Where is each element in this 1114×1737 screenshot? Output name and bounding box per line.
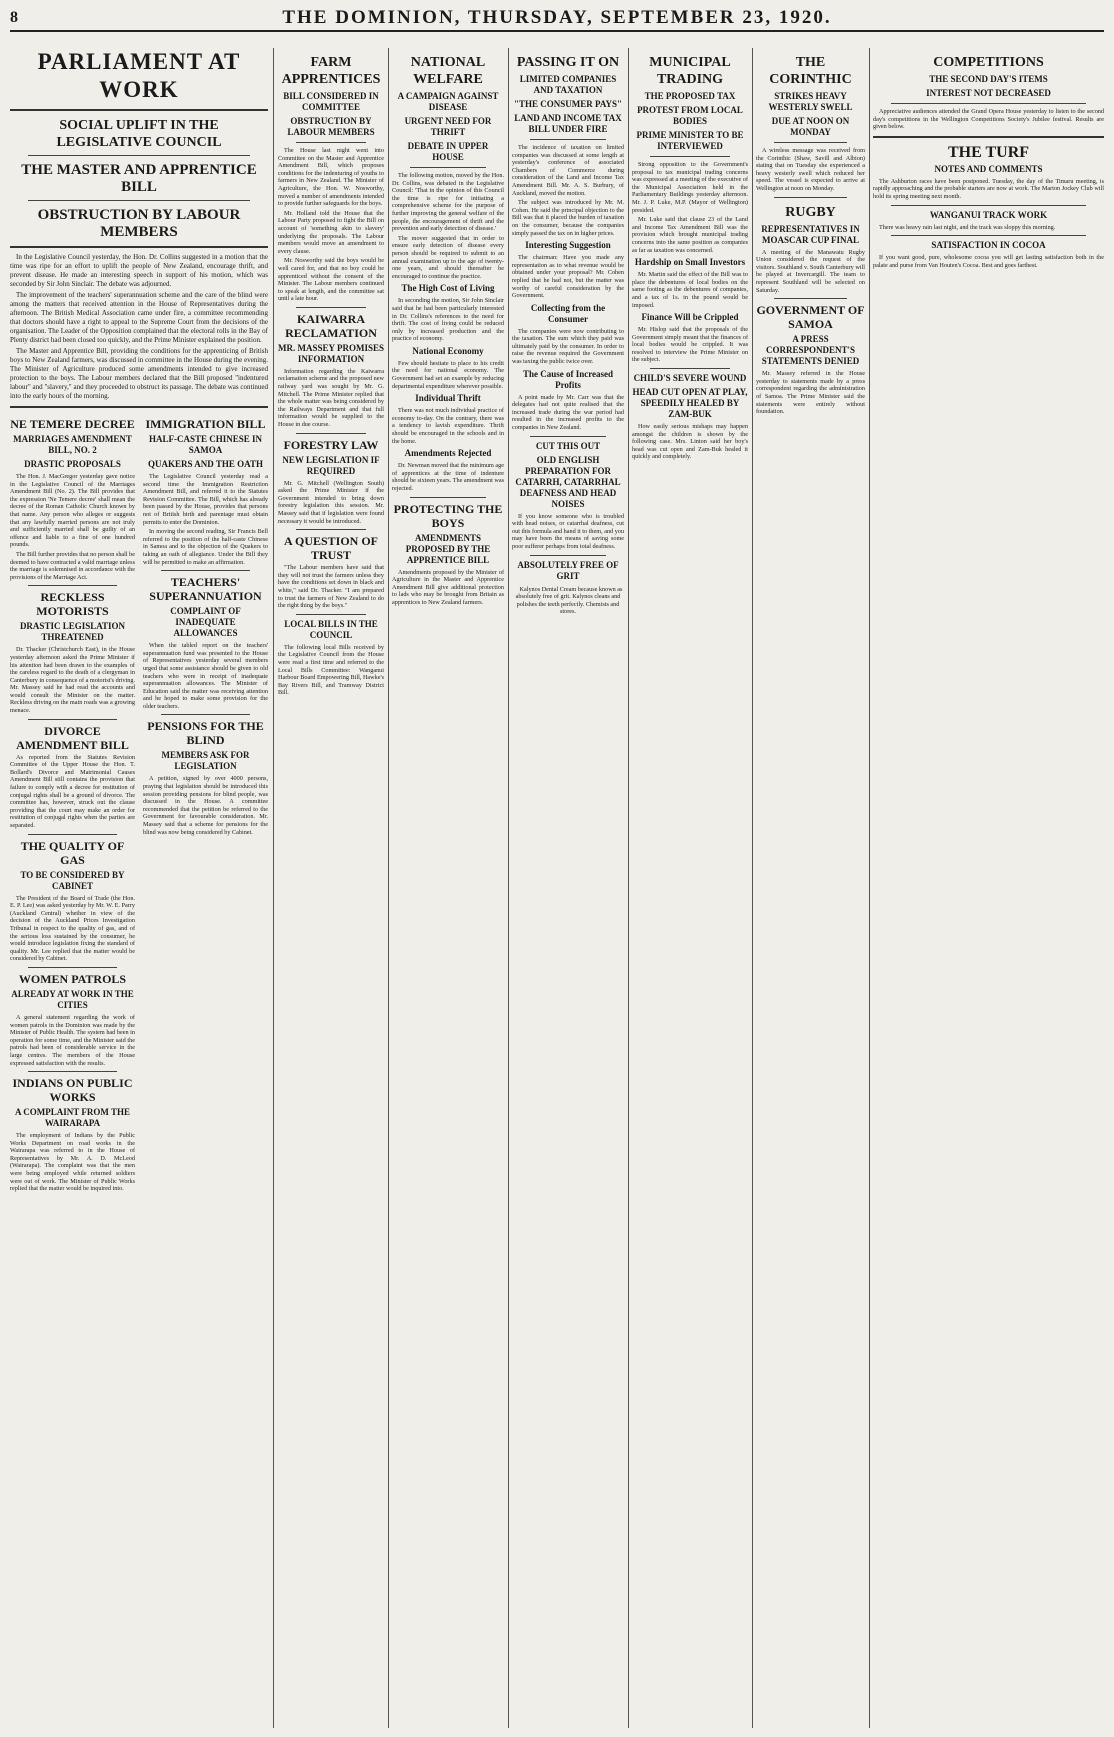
heading-passing-it-on: PASSING IT ON [516,55,620,70]
subhead-master-apprentice: THE MASTER AND APPRENTICE BILL [21,162,257,195]
subhead-social-uplift: SOCIAL UPLIFT IN THE LEGISLATIVE COUNCIL [56,118,222,150]
municipal-trading-column: MUNICIPAL TRADING THE PROPOSED TAX PROTEST FROM LOCAL BODIES PRIME MINISTER TO BE INTERVIEWED Strong opposition to the Government's proposal to tax municipal trading concerns was expressed at a meeting of the executive of the Municipal Association held in the Parliamentary Buildings yesterday afternoon. Mr. J. P. Luke, M.P. (Mayor of Wellington) presided. Mr. Luke said that clause 23 of the Land and Income Tax Amendment Bill was the provision which brought municipal trading concerns into the same position as companies as far as taxation was concerned. Hardship on Small Investors Mr. Martin said the effect of the Bill was to place the debentures of local bodies on the same footing as the debentures of companies, and a tax of 1s. in the pound would be imposed. Finance Will be Crippled Mr. Hislop said that the proposals of the Government simply meant that the finances of local bodies would be crippled. It was resolved to interview the Prime Minister on the subject. CHILD'S SEVERE WOUND HEAD CUT OPEN AT PLAY, SPEEDILY HEALED BY ZAM-BUK How easily serious mishaps may happen amongst the children is shown by the following case. Mrs. Linton said her boy's head was cut open and Zam-Buk healed it quickly and completely. [632,55,748,461]
heading-divorce: DIVORCE AMENDMENT BILL [16,723,129,752]
heading-national-welfare: NATIONAL WELFARE [410,55,486,87]
heading-municipal-trading: MUNICIPAL TRADING [649,55,731,87]
column-rule [273,48,274,1728]
heading-protecting-boys: PROTECTING THE BOYS [393,501,503,530]
col1-left-subcolumn: NE TEMERE DECREE MARRIAGES AMENDMENT BILL, NO. 2 DRASTIC PROPOSALS The Hon. J. MacGregor yesterday gave notice in the Legislative Council of the Marriages Amendment Bill (No. 2). The Bill provides that the expression 'Ne Temere decree' shall mean the decree of the Roman Catholic Church known by that name. Any person who alleges or suggests that any lawfully married persons are not truly and sufficiently married shall be guilty of an offence and liable to a fine of one hundred pounds. The Bill further provides that no person shall be deemed to have contracted a valid marriage unless the marriage is solemnised in accordance with the provisions of the Marriage Act. RECKLESS MOTORISTS DRASTIC LEGISLATION THREATENED Dr. Thacker (Christchurch East), in the House yesterday afternoon asked the Prime Minister if his attention had been drawn to the examples of the careless regard to the death of a clergyman in Canterbury in consequence of a motorist's driving. Mr. Massey said he had read the accounts and would consult the Minister on the matter. Reckless driving on the main roads was a growing menace. DIVORCE AMENDMENT BILL As reported from the Statutes Revision Committee of the Upper House the Hon. T. Bollard's Divorce and Matrimonial Causes Amendment Bill still contains the provision that failure to comply with a decree for restitution of conjugal rights shall be a ground of divorce. The committee has, however, struck out the clause providing that the court may make an order for restitution of conjugal rights when the parties are separated. THE QUALITY OF GAS TO BE CONSIDERED BY CABINET The President of the Board of Trade (the Hon. E. P. Lee) was asked yesterday by Mr. W. E. Parry (Auckland Central) whether in view of the decision of the Auckland Prices Investigation Tribunal in respect to the quality of gas, and of the serious loss sustained by the consumer, he would introduce legislation fixing the standard of quality. Mr. Lee replied that the matter would be considered by Cabinet. WOMEN PATROLS ALREADY AT WORK IN THE CITIES A general statement regarding the work of women patrols in the Dominion was made by the Minister of Public Health. The system had been in operation for some time, and the Minister said the patrols had been of considerable service in the large centres. The members of the House expressed satisfaction with the results. INDIANS ON PUBLIC WORKS A COMPLAINT FROM THE WAIRARAPA The employment of Indians by the Public Works Department on road works in the Wairarapa was referred to in the House of Representatives by Mr. A. D. McLeod (Wairarapa). The complaint was that the men were being employed while returned soldiers were out of work. The Minister of Public Works replied that the matter would be inquired into. [10,417,135,1193]
heading-government-samoa: GOVERNMENT OF SAMOA [756,303,865,332]
heading-rugby: RUGBY [785,204,836,220]
heading-competitions: COMPETITIONS [933,55,1044,70]
heading-reckless-motorists: RECKLESS MOTORISTS [36,590,109,619]
column-rule [628,48,629,1728]
subhead-obstruction: OBSTRUCTION BY LABOUR MEMBERS [37,207,241,240]
masthead [10,6,1104,32]
national-welfare-column: NATIONAL WELFARE A CAMPAIGN AGAINST DISEASE URGENT NEED FOR THRIFT DEBATE IN UPPER HOUSE The following motion, moved by the Hon. Dr. Collins, was debated in the Legislative Council: 'That in the opinion of this Council the time is ripe for initiating a comprehensive scheme for the purpose of further improving the general welfare of the people, the encouragement of thrift and the prevention and early detection of disease.' The mover suggested that in order to ensure early detection of disease every person should be required to submit to an annual examination up to the age of twenty-one years, and should thereafter be encouraged to continue the practice. The High Cost of Living In seconding the motion, Sir John Sinclair said that he had been particularly interested in Dr. Collins's references to the need for thrift. The cost of living could be reduced only by increased production and the practice of economy. National Economy Few should hesitate to place to his credit the need for national economy. The Government had set an example by reducing departmental expenditure wherever possible. Individual Thrift There was not much individual practice of economy to-day. On the contrary, there was a tendency to lavish expenditure. Thrift should be encouraged in the schools and in the home. Amendments Rejected Dr. Newman moved that the minimum age of apprentices at the time of indenture should be sixteen years. The amendment was rejected. PROTECTING THE BOYS AMENDMENTS PROPOSED BY THE APPRENTICE BILL Amendments proposed by the Minister of Agriculture in the Master and Apprentice Amendment Bill give additional protection to lads who may be brought from Britain as apprentices to New Zealand farmers. [392,55,504,606]
heading-kaiwarra: KAIWARRA RECLAMATION [285,311,377,340]
passing-it-on-column: PASSING IT ON LIMITED COMPANIES AND TAXATION "THE CONSUMER PAYS" LAND AND INCOME TAX BILL UNDER FIRE The incidence of taxation on limited companies was discussed at some length at yesterday's conference of associated Chambers of Commerce during consideration of the Land and Income Tax Amendment Bill. Mr. A. S. Burbury, of Auckland, moved the motion. The subject was introduced by Mr. M. Cohen. He said the principal objection to the Bill was that it placed the burden of taxation on the consumer, because the companies simply passed the tax on in higher prices. Interesting Suggestion The chairman: Have you made any representation as to what revenue would be obtained under your proposal? Mr. Cohen replied that he had not, but the matter was worthy of careful consideration by the Government. Collecting from the Consumer The companies were now contributing to the taxation. The sum which they paid was ultimately paid by the consumer. In order to raise the revenue required the Government was taxing the public twice over. The Cause of Increased Profits A point made by Mr. Carr was that the delegates had not quite realised that the increased trade during the war period had resulted in the increased profits to the companies in New Zealand. CUT THIS OUT OLD ENGLISH PREPARATION FOR CATARRH, CATARRHAL DEAFNESS AND HEAD NOISES If you know someone who is troubled with head noises, or catarrhal deafness, cut out this formula and hand it to them, and you may have been the means of saving some poor sufferer perhaps from total deafness. ABSOLUTELY FREE OF GRIT Kalynos Dental Cream because known as absolutely free of grit. Kalynos cleans and polishes the teeth perfectly. Chemists and stores. [512,55,624,616]
heading-pensions-blind: PENSIONS FOR THE BLIND [147,719,264,748]
heading-women-patrols: WOMEN PATROLS [18,971,127,986]
heading-wanganui-track: WANGANUI TRACK WORK [929,209,1048,220]
headline-parliament: PARLIAMENT AT WORK [37,49,241,102]
column-rule [752,48,753,1728]
heading-teachers-superannuation: TEACHERS' SUPERANNUATION [149,575,262,604]
heading-indians-public-works: INDIANS ON PUBLIC WORKS [12,1076,133,1105]
heading-free-of-grit: ABSOLUTELY FREE OF GRIT [517,559,619,581]
heading-the-turf: THE TURF [947,143,1030,161]
heading-satisfaction-cocoa: SATISFACTION IN COCOA [931,240,1046,251]
heading-forestry-law: FORESTRY LAW [283,437,379,452]
parliament-column [10,48,268,1728]
competitions-column: COMPETITIONS THE SECOND DAY'S ITEMS INTEREST NOT DECREASED Appreciative audiences attended the Grand Opera House yesterday to listen to the second day's competitions in the Wellington Competitions Society's Jubilee festival. Results are given below. THE TURF NOTES AND COMMENTS The Ashburton races have been postponed. Tuesday, the day of the Timaru meeting, is rapidly approaching and the probable starters are now at work. The Marton Jockey Club will hold its spring meeting next month. WANGANUI TRACK WORK There was heavy rain last night, and the track was sloppy this morning. SATISFACTION IN COCOA If you want good, pure, wholesome cocoa you will get lasting satisfaction both in the palate and purse from Van Houten's Cocoa. Best and goes farthest. [873,55,1104,269]
heading-quality-gas: THE QUALITY OF GAS [20,838,125,867]
heading-local-bills: LOCAL BILLS IN THE COUNCIL [284,618,378,640]
col1-right-subcolumn: IMMIGRATION BILL HALF-CASTE CHINESE IN SAMOA QUAKERS AND THE OATH The Legislative Council yesterday read a second time the Immigration Restriction Amendment Bill, and referred it to the Statutes Revision Committee. The Bill, which has already been passed by the House, provides that persons not of British birth and parentage must obtain permits to enter the Dominion. In moving the second reading, Sir Francis Bell referred to the position of the half-caste Chinese in Samoa and to the objection of the Quakers to taking an oath of allegiance. Under the Bill they will be permitted to make an affirmation. TEACHERS' SUPERANNUATION COMPLAINT OF INADEQUATE ALLOWANCES When the tabled report on the teachers' superannuation fund was presented to the House of Representatives yesterday several members urged that some assistance should be given to old teachers who were in receipt of inadequate superannuation allowances. The Minister of Education said the matter was receiving attention and he hoped to make some provision for the older teachers. PENSIONS FOR THE BLIND MEMBERS ASK FOR LEGISLATION A petition, signed by over 4000 persons, praying that legislation should be introduced this session providing pensions for blind people, was discussed in the House. A committee recommended that the petition be referred to the Government for favourable consideration. Mr. Massey said that a scheme for pensions for the blind was now being considered by Cabinet. [143,417,268,836]
heading-farm-apprentices: FARM APPRENTICES [281,55,381,87]
heading-cut-this-out: CUT THIS OUT [535,440,601,451]
column-rule [869,48,870,1728]
column-rule [388,48,389,1728]
column-rule [508,48,509,1728]
heading-ne-temere: NE TEMERE DECREE [10,417,135,431]
heading-childs-wound: CHILD'S SEVERE WOUND [633,373,747,384]
lead-summary: In the Legislative Council yesterday, the Hon. Dr. Collins suggested in a motion that the time was ripe for an effort to uplift the people of New Zealand, encourage thrift, and prevent disease. He made an interesting speech in support of his motion, which was seconded by Sir John Sinclair. The debate was adjourned. The improvement of the teachers' superannuation scheme and the care of the blind were among the matters that received attention in the House of Representatives during the afternoon. The British Medical Association came under fire, a committee recommending that doctors should have a right to appeal to the Supreme Court from the decisions of the organisation. The Leader of the Opposition complained that the electoral rolls in the Bay of Plenty district had been closed too quickly, and the Prime Minister explained the position. The Master and Apprentice Bill, providing the conditions for the apprenticing of British boys to New Zealand farmers, was discussed in committee in the House during the evening. The Minister of Agriculture produced some amendments intended to give increased protection to the boys. The Labour members declared that the Bill proposed "indentured labour" and "slavery," and they proceeded to obstruct its passage. The debate was continued into the early hours of the morning. [10,253,268,400]
farm-apprentices-column: FARM APPRENTICES BILL CONSIDERED IN COMMITTEE OBSTRUCTION BY LABOUR MEMBERS The House last night went into Committee on the Master and Apprentice Amendment Bill, which proposes conditions for the indenturing of youths to farmers in New Zealand. The Minister of Agriculture, the Hon. W. Nosworthy, moved a number of amendments intended to provide further safeguards for the boys. Mr. Holland told the House that the Labour Party proposed to fight the Bill on account of 'something akin to slavery' underlying the proposals. The Labour members would move an amendment to every clause. Mr. Nosworthy said the boys would be well cared for, and that no boy could be apprenticed without the consent of the Minister. The Labour members continued to speak at length, and the committee sat until a late hour. KAIWARRA RECLAMATION MR. MASSEY PROMISES INFORMATION Information regarding the Kaiwarra reclamation scheme and the proposed new railway yard was sought by Mr. G. Mitchell. The Prime Minister replied that the whole matter was being considered by the Railways Department and that full information would be supplied to the House in due course. FORESTRY LAW NEW LEGISLATION IF REQUIRED Mr. G. Mitchell (Wellington South) asked the Prime Minister if the Government intended to bring down forestry legislation this session. Mr. Massey said that if legislation were found necessary it would be introduced. A QUESTION OF TRUST "The Labour members have said that they will not trust the farmers unless they have the conditions set down in black and white," said Dr. Thacker. "I am prepared to trust the farmers of New Zealand to do the right thing by the boys." LOCAL BILLS IN THE COUNCIL The following local Bills received by the Legislative Council from the House were read a first time and referred to the Local Bills Committee: Wanganui Harbour Board Empowering Bill, Hawke's Bay Rivers Bill, and Tramway District Bill. [278,55,384,697]
heading-question-of-trust: A QUESTION OF TRUST [283,534,379,563]
heading-the-corinthic: THE CORINTHIC [769,55,852,87]
corinthic-column: THE CORINTHIC STRIKES HEAVY WESTERLY SWELL DUE AT NOON ON MONDAY A wireless message was received from the Corinthic (Shaw, Savill and Albion) stating that on Tuesday she experienced a heavy westerly swell which reduced her speed. The vessel is expected to arrive at Wellington at noon on Monday. RUGBY REPRESENTATIVES IN MOASCAR CUP FINAL A meeting of the Manawatu Rugby Union considered the request of the visitors. Southland v. South Canterbury will be played at Invercargill. The team to represent Southland will be selected on Saturday. GOVERNMENT OF SAMOA A PRESS CORRESPONDENT'S STATEMENTS DENIED Mr. Massey referred in the House yesterday to statements made by a press correspondent regarding the administration of Samoa. The Prime Minister said the statements were entirely without foundation. [756,55,865,416]
heading-immigration-bill: IMMIGRATION BILL [145,417,266,431]
page-number: 8 [10,9,18,26]
paper-title: THE DOMINION, THURSDAY, SEPTEMBER 23, 1920. [282,7,832,28]
